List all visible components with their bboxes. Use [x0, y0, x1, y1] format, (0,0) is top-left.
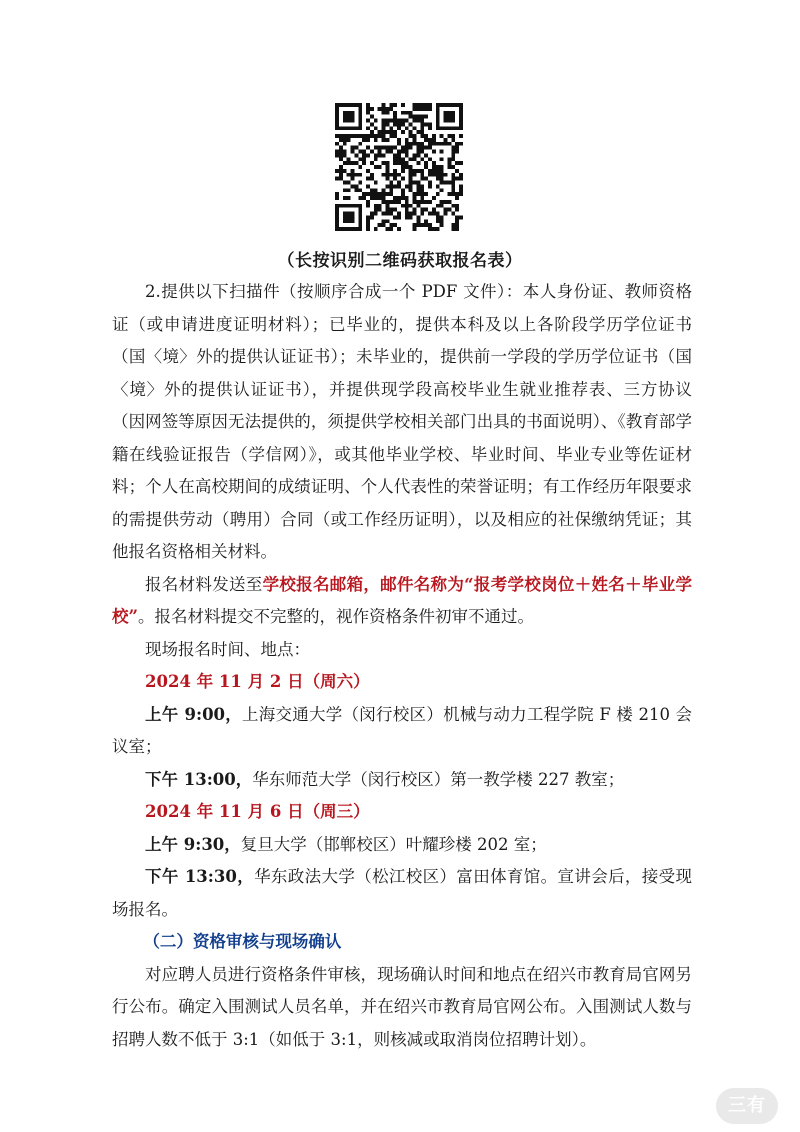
day2-pm-place: 华东政法大学（松江校区）富田体育馆。宣讲会后，接受现场报名。: [112, 867, 693, 919]
section-2-body: 对应聘人员进行资格条件审核，现场确认时间和地点在绍兴市教育局官网另行公布。确定入围测试人员名单，并在绍兴市教育局官网公布。入围测试人数与招聘人数不低于 3:1（如低于 3:1，则核减或取消岗位招聘计划）。: [112, 964, 692, 1049]
qr-caption: （长按识别二维码获取报名表）: [277, 251, 523, 271]
day2-date: 2024 年 11 月 6 日（周三）: [145, 802, 370, 821]
day2-pm-time: 下午 13:30，: [145, 867, 255, 886]
day2-am-place: 复旦大学（邯郸校区）叶耀珍楼 202 室；: [240, 834, 547, 854]
qr-code-image[interactable]: [335, 103, 463, 231]
section-2-title: （二）资格审核与现场确认: [143, 932, 342, 951]
send-suffix: 。报名材料提交不完整的，视作资格条件初审不通过。: [138, 607, 534, 626]
day1-am-time: 上午 9:00，: [145, 704, 243, 724]
day2-afternoon-session: [112, 861, 692, 926]
day1-afternoon-session: [112, 764, 692, 797]
day1-pm-time: 下午 13:00，: [145, 769, 253, 789]
day1-morning-session: [112, 699, 692, 764]
day2-morning-session: [112, 829, 692, 862]
send-prefix: 报名材料发送至: [145, 574, 263, 594]
email-highlight: 学校报名邮箱，邮件名称为“报考学校岗位＋姓名＋毕业学校”: [112, 574, 692, 626]
item-2-paragraph: 2.提供以下扫描件（按顺序合成一个 PDF 文件）：本人身份证、教师资格证（或申请进度证明材料）；已毕业的，提供本科及以上各阶段学历学位证书（国〈境〉外的提供认证证书）；未毕业的，提供前一学段的学历学位证书（国〈境〉外的提供认证证书），并提供现学段高校毕业生就业推荐表、三方协议（因网签等原因无法提供的，须提供学校相关部门出具的书面说明）、《教育部学籍在线验证报告（学信网）》，或其他毕业学校、毕业时间、毕业专业等佐证材料；个人在高校期间的成绩证明、个人代表性的荣誉证明；有工作经历年限要求的需提供劳动（聘用）合同（或工作经历证明），以及相应的社保缴纳凭证；其他报名资格相关材料。: [112, 282, 692, 561]
watermark-logo: 三有: [716, 1088, 778, 1124]
qr-code-graphic: [335, 103, 463, 231]
day1-date: 2024 年 11 月 2 日（周六）: [145, 672, 370, 691]
qr-modules: [335, 103, 463, 231]
day1-am-place: 上海交通大学（闵行校区）机械与动力工程学院 F 楼 210 会议室；: [112, 704, 693, 756]
onsite-heading: 现场报名时间、地点：: [145, 639, 310, 659]
day2-am-time: 上午 9:30，: [145, 834, 241, 854]
day1-pm-place: 华东师范大学（闵行校区）第一教学楼 227 教室；: [252, 769, 625, 789]
send-materials-paragraph: [112, 569, 692, 634]
document-body: [112, 276, 692, 1056]
